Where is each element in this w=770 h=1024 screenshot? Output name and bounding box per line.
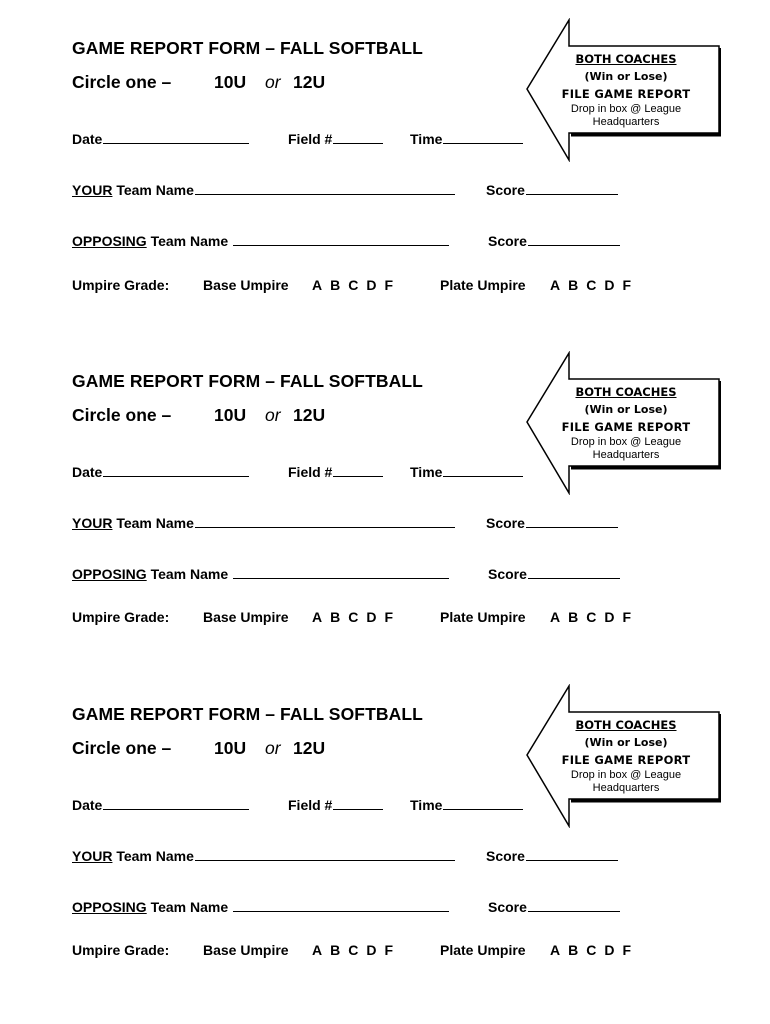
or-text: or xyxy=(265,72,281,92)
callout-line-drop-box: Drop in box @ League Headquarters xyxy=(570,103,682,128)
circle-one-label: Circle one – xyxy=(72,72,172,92)
time-label: Time xyxy=(410,464,443,480)
team-name-label: Team Name xyxy=(150,566,229,582)
date-row xyxy=(72,464,249,480)
opposing-score-field[interactable] xyxy=(528,566,620,579)
opposing-team-name-field[interactable] xyxy=(233,233,449,246)
form-title: GAME REPORT FORM – FALL SOFTBALL xyxy=(72,38,423,58)
opposing-team-row xyxy=(72,233,449,249)
field-number-field[interactable] xyxy=(333,464,383,477)
plate-umpire-label: Plate Umpire xyxy=(440,942,526,958)
opposing-team-row xyxy=(72,566,449,582)
base-umpire-label: Base Umpire xyxy=(203,942,289,958)
option-10u[interactable]: 10U xyxy=(214,72,247,92)
date-label: Date xyxy=(72,464,103,480)
opposing-score-field[interactable] xyxy=(528,233,620,246)
callout-line-file-report: FILE GAME REPORT xyxy=(561,420,691,434)
callout-line-win-or-lose: (Win or Lose) xyxy=(584,403,668,416)
circle-one-label: Circle one – xyxy=(72,405,172,425)
date-label: Date xyxy=(72,797,103,813)
grade-f[interactable]: F xyxy=(622,277,632,293)
grade-b[interactable]: B xyxy=(568,609,579,625)
callout-line-win-or-lose: (Win or Lose) xyxy=(584,70,668,83)
date-field[interactable] xyxy=(103,464,249,477)
your-score-row xyxy=(486,515,618,531)
your-team-name-field[interactable] xyxy=(195,182,455,195)
time-field[interactable] xyxy=(443,464,523,477)
circle-one-label: Circle one – xyxy=(72,738,172,758)
field-number-label: Field # xyxy=(288,464,333,480)
callout-text xyxy=(552,52,700,129)
opposing-label: OPPOSING xyxy=(72,566,147,582)
field-row xyxy=(288,131,383,147)
game-report-form-1 xyxy=(0,0,770,333)
time-row xyxy=(410,131,523,147)
opposing-score-row xyxy=(488,566,620,582)
grade-d[interactable]: D xyxy=(366,609,377,625)
grade-a[interactable]: A xyxy=(550,609,561,625)
umpire-grade-label: Umpire Grade: xyxy=(72,609,170,625)
or-text: or xyxy=(265,738,281,758)
grade-f[interactable]: F xyxy=(384,609,394,625)
grade-b[interactable]: B xyxy=(330,942,341,958)
grade-a[interactable]: A xyxy=(312,609,323,625)
plate-umpire-grades xyxy=(550,609,631,625)
score-label: Score xyxy=(486,515,525,531)
umpire-grade-label: Umpire Grade: xyxy=(72,277,170,293)
callout-line-both-coaches: BOTH COACHES xyxy=(575,718,677,732)
grade-f[interactable]: F xyxy=(622,942,632,958)
time-row xyxy=(410,797,523,813)
grade-d[interactable]: D xyxy=(604,609,615,625)
base-umpire-label: Base Umpire xyxy=(203,277,289,293)
score-label: Score xyxy=(486,182,525,198)
opposing-score-row xyxy=(488,899,620,915)
form-title: GAME REPORT FORM – FALL SOFTBALL xyxy=(72,371,423,391)
grade-c[interactable]: C xyxy=(586,942,597,958)
time-label: Time xyxy=(410,131,443,147)
your-team-row xyxy=(72,515,455,531)
option-10u[interactable]: 10U xyxy=(214,405,247,425)
score-label: Score xyxy=(488,566,527,582)
callout-line-drop-box: Drop in box @ League Headquarters xyxy=(570,769,682,794)
grade-c[interactable]: C xyxy=(586,609,597,625)
date-label: Date xyxy=(72,131,103,147)
grade-d[interactable]: D xyxy=(604,277,615,293)
umpire-grade-label: Umpire Grade: xyxy=(72,942,170,958)
grade-b[interactable]: B xyxy=(568,277,579,293)
age-group-selector xyxy=(72,405,326,426)
your-score-field[interactable] xyxy=(526,848,618,861)
field-number-field[interactable] xyxy=(333,131,383,144)
or-text: or xyxy=(265,405,281,425)
grade-a[interactable]: A xyxy=(312,942,323,958)
grade-b[interactable]: B xyxy=(568,942,579,958)
plate-umpire-grades xyxy=(550,277,631,293)
grade-d[interactable]: D xyxy=(366,277,377,293)
game-report-form-2 xyxy=(0,333,770,666)
callout-line-both-coaches: BOTH COACHES xyxy=(575,52,677,66)
option-12u[interactable]: 12U xyxy=(293,738,326,758)
your-label: YOUR xyxy=(72,848,113,864)
field-row xyxy=(288,464,383,480)
callout-line-win-or-lose: (Win or Lose) xyxy=(584,736,668,749)
grade-f[interactable]: F xyxy=(384,277,394,293)
opposing-team-name-field[interactable] xyxy=(233,899,449,912)
opposing-score-field[interactable] xyxy=(528,899,620,912)
grade-b[interactable]: B xyxy=(330,609,341,625)
date-field[interactable] xyxy=(103,131,249,144)
grade-f[interactable]: F xyxy=(622,609,632,625)
plate-umpire-label: Plate Umpire xyxy=(440,609,526,625)
grade-d[interactable]: D xyxy=(366,942,377,958)
option-12u[interactable]: 12U xyxy=(293,405,326,425)
plate-umpire-label: Plate Umpire xyxy=(440,277,526,293)
field-number-label: Field # xyxy=(288,131,333,147)
your-team-row xyxy=(72,848,455,864)
date-field[interactable] xyxy=(103,797,249,810)
grade-f[interactable]: F xyxy=(384,942,394,958)
form-title: GAME REPORT FORM – FALL SOFTBALL xyxy=(72,704,423,724)
grade-b[interactable]: B xyxy=(330,277,341,293)
age-group-selector xyxy=(72,738,326,759)
base-umpire-grades xyxy=(312,609,393,625)
date-row xyxy=(72,797,249,813)
field-number-label: Field # xyxy=(288,797,333,813)
field-number-field[interactable] xyxy=(333,797,383,810)
time-field[interactable] xyxy=(443,131,523,144)
grade-c[interactable]: C xyxy=(586,277,597,293)
your-team-name-field[interactable] xyxy=(195,848,455,861)
grade-a[interactable]: A xyxy=(312,277,323,293)
your-score-row xyxy=(486,848,618,864)
option-12u[interactable]: 12U xyxy=(293,72,326,92)
time-field[interactable] xyxy=(443,797,523,810)
your-score-field[interactable] xyxy=(526,515,618,528)
date-row xyxy=(72,131,249,147)
opposing-score-row xyxy=(488,233,620,249)
age-group-selector xyxy=(72,72,326,93)
team-name-label: Team Name xyxy=(150,233,229,249)
grade-a[interactable]: A xyxy=(550,277,561,293)
your-label: YOUR xyxy=(72,182,113,198)
callout-text xyxy=(552,718,700,795)
your-score-field[interactable] xyxy=(526,182,618,195)
team-name-label: Team Name xyxy=(116,515,194,531)
your-score-row xyxy=(486,182,618,198)
team-name-label: Team Name xyxy=(116,848,194,864)
grade-c[interactable]: C xyxy=(348,609,359,625)
your-team-row xyxy=(72,182,455,198)
callout-line-file-report: FILE GAME REPORT xyxy=(561,87,691,101)
score-label: Score xyxy=(486,848,525,864)
grade-a[interactable]: A xyxy=(550,942,561,958)
opposing-team-row xyxy=(72,899,449,915)
grade-c[interactable]: C xyxy=(348,277,359,293)
opposing-label: OPPOSING xyxy=(72,233,147,249)
option-10u[interactable]: 10U xyxy=(214,738,247,758)
callout-line-drop-box: Drop in box @ League Headquarters xyxy=(570,436,682,461)
base-umpire-grades xyxy=(312,277,393,293)
time-row xyxy=(410,464,523,480)
opposing-label: OPPOSING xyxy=(72,899,147,915)
time-label: Time xyxy=(410,797,443,813)
score-label: Score xyxy=(488,899,527,915)
callout-line-file-report: FILE GAME REPORT xyxy=(561,753,691,767)
field-row xyxy=(288,797,383,813)
team-name-label: Team Name xyxy=(116,182,194,198)
your-label: YOUR xyxy=(72,515,113,531)
team-name-label: Team Name xyxy=(150,899,229,915)
callout-text xyxy=(552,385,700,462)
grade-d[interactable]: D xyxy=(604,942,615,958)
game-report-form-3 xyxy=(0,666,770,999)
callout-line-both-coaches: BOTH COACHES xyxy=(575,385,677,399)
opposing-team-name-field[interactable] xyxy=(233,566,449,579)
base-umpire-label: Base Umpire xyxy=(203,609,289,625)
base-umpire-grades xyxy=(312,942,393,958)
score-label: Score xyxy=(488,233,527,249)
your-team-name-field[interactable] xyxy=(195,515,455,528)
plate-umpire-grades xyxy=(550,942,631,958)
grade-c[interactable]: C xyxy=(348,942,359,958)
